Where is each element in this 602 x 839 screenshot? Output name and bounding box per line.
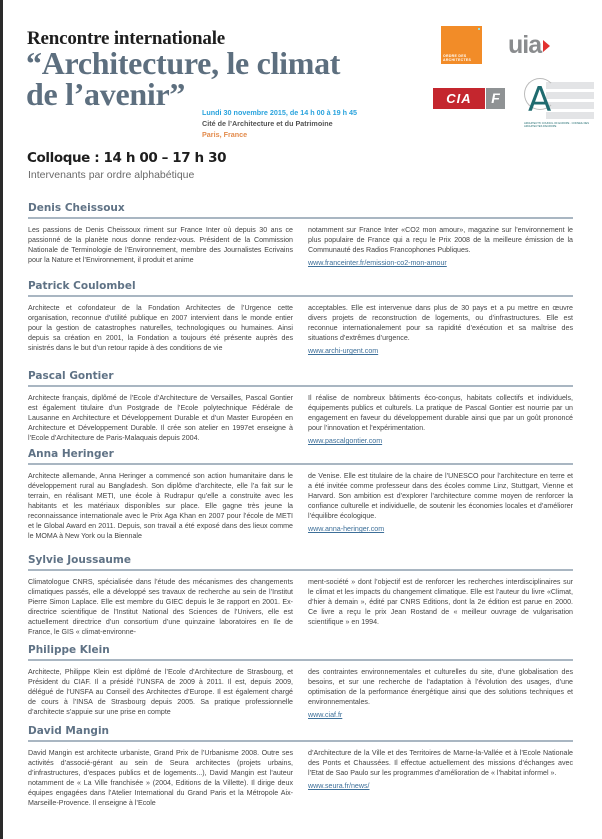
speaker-name: Anna Heringer — [28, 448, 114, 460]
ciaf-logo-left: CIA — [433, 88, 485, 109]
event-kicker: Rencontre internationale — [27, 28, 226, 49]
section-divider — [28, 295, 573, 297]
speaker-bio-left: Architecte allemande, Anna Heringer a commencé son action humanitaire dans le développement rural au Bangladesh. Son diplôme d’architecte, elle l’a fait sur le terrain, en réalisant METI, une école à Rudrapur qu’elle a construite avec les habitants et les matériaux disponibles sur place. Elle gagne très jeune la reconnaissance internationale avec le Prix Aga Khan en 2007 pour l’école de METI et le Global Award en 2011. Depuis, son travail a été exposé dans des lieux comme le MOMA à New York ou la Biennale — [28, 472, 293, 540]
speaker-bio-left: Climatologue CNRS, spécialisée dans l’étude des mécanismes des changements climatiques passés, elle a développé ses travaux de recherche au sein de l’Institut Pierre Simon Laplace. Elle est membre du GIEC depuis le 3e rapport en 2001. Ex-directrice scientifique de l’Institut National des Sciences de l’Univers, elle est actuellement directrice d’un consortium d’une quinzaine laboratoires en Ile de France, le GIS « climat-environne- — [28, 578, 293, 636]
event-date: Lundi 30 novembre 2015, de 14 h 00 à 19 h 45 — [202, 108, 358, 117]
speaker-name: Pascal Gontier — [28, 370, 114, 382]
speaker-link[interactable]: www.pascalgontier.com — [308, 437, 383, 445]
speaker-section — [28, 447, 573, 541]
speaker-bio-right: Il réalise de nombreux bâtiments éco-conçus, habitats collectifs et individuels, équipements publics et culturels. La pratique de Pascal Gontier est nourrie par un engagement en faveur du développement durable ainsi que par un goût prononcé pour l’innovation et l’expérimentation. www.pascalgontier.com — [308, 394, 573, 445]
logo-dot-icon — [478, 28, 480, 30]
speaker-link[interactable]: www.ciaf.fr — [308, 711, 343, 719]
speaker-name: Denis Cheissoux — [28, 202, 125, 214]
event-title: “Architecture, le climat de l’avenir” — [26, 45, 341, 112]
speaker-bio-left: Architecte français, diplômé de l’Ecole d’Architecture de Versailles, Pascal Gontier est également titulaire d’un Postgrade de l’Ecole polytechnique Fédérale de Lausanne en Architecture et Développement Durable et d’un Master Européen en Architecture et Développement Durable. Il crée son atelier en 1997et enseigne à l’Ecole d’Architecture de Paris-Malaquais depuis 2004. — [28, 394, 293, 442]
uia-logo — [508, 31, 550, 60]
speaker-bio-left: Les passions de Denis Cheissoux riment sur France Inter où depuis 30 ans ce passionné de la planète nous donne rendez-vous. Président de la Commission Nationale de Terminologie de l’Environnement, membre des Journalistes Ecrivains pour la Nature et l’Environnement, il produit et anime — [28, 226, 293, 264]
speaker-section — [28, 643, 573, 720]
event-city: Paris, France — [202, 130, 248, 139]
event-venue: Cité de l’Architecture et du Patrimoine — [202, 119, 333, 128]
uia-logo-text: uia — [508, 31, 542, 59]
speaker-section — [28, 279, 573, 356]
speaker-name: Patrick Coulombel — [28, 280, 136, 292]
speaker-bio-right: notamment sur France Inter «CO2 mon amour», magazine sur l’environnement le plus populaire de France qui a reçu le Prix 2008 de la meilleure émission de la Communauté des Radios Francophones Publiques. www.franceinter.fr/emission-co2-mon-amour — [308, 226, 573, 267]
uia-arrow-icon — [543, 40, 550, 52]
speaker-name: David Mangin — [28, 725, 110, 737]
speaker-bio-left: David Mangin est architecte urbaniste, Grand Prix de l’Urbanisme 2008. Outre ses activités d’associé-gérant au sein de Seura architectes (projets urbains, d’infrastructures, d’espaces publics et de logements...), David Mangin est l’auteur notamment de « La Ville franchisée » (2004, Editions de la Villette). Il dirige deux équipes engagées dans l’Atelier International du Grand Paris et la Métropole Aix-Marseille-Provence. Il enseigne à l’Ecole — [28, 749, 293, 807]
speaker-link[interactable]: www.seura.fr/news/ — [308, 782, 370, 790]
section-divider — [28, 463, 573, 465]
speaker-bio-left: Architecte et cofondateur de la Fondation Architectes de l’Urgence cette organisation, reconnue d’utilité publique en 2007 intervient dans le monde entier pour la gestion de catastrophes naturelles, technologiques ou humaines. Ainsi depuis sa création en 2001, la Fondation a toujours été présente auprès des sinistrés dans le but d’un retour rapide à des conditions de vie — [28, 304, 293, 352]
speaker-bio-right: des contraintes environnementales et culturelles du site, d’une globalisation des besoins, et sur une recherche de l’adaptation à l’évolution des usages, d’une optimisation de la performance énergétique ainsi que des solutions techniques et environnementales. www.ciaf.fr — [308, 668, 573, 719]
ace-logo — [522, 78, 594, 130]
event-info — [202, 107, 357, 140]
section-divider — [28, 385, 573, 387]
ordre-logo-text: ORDRE DES ARCHITECTES — [443, 54, 472, 62]
speaker-link[interactable]: www.archi-urgent.com — [308, 347, 379, 355]
section-divider — [28, 217, 573, 219]
colloque-heading: Colloque : 14 h 00 – 17 h 30 — [27, 150, 227, 166]
speaker-bio-left: Architecte, Philippe Klein est diplômé de l’Ecole d’Architecture de Strasbourg, et Président du CIAF. Il a présidé l’UNSFA de 2009 à 2011. Il est, depuis 2009, délégué de l’UNSFA au Conseil des Architectes d’Europe. Il est également chargé de cours à l’INSA de Strasbourg depuis 2005. Sa pratique professionnelle d’architecte s’appuie sur une prise en compte — [28, 668, 293, 716]
speaker-section — [28, 369, 573, 446]
speaker-bio-right: ment-société » dont l’objectif est de renforcer les recherches interdisciplinaires sur le climat et les impacts du changement climatique. Elle est l’auteur du livre «Climat, d’hier à demain », édité par CNRS Editions, dont la 2e édition est parue en 2000. Ce livre a reçu le prix Jean Rostand de « meilleur ouvrage de vulgarisation scientifique » en 1994. — [308, 578, 573, 626]
speaker-bio-right: d’Architecture de la Ville et des Territoires de Marne-la-Vallée et à l’Ecole Nationale des Ponts et Chaussées. Il effectue actuellement des missions d’échanges avec l’Etat de Sao Paulo sur les programmes d’amélioration de « l’habitat informel ». www.seura.fr/news/ — [308, 749, 573, 790]
page-left-edge — [0, 0, 3, 839]
speakers-subtitle: Intervenants par ordre alphabétique — [28, 169, 195, 181]
speaker-link[interactable]: www.franceinter.fr/emission-co2-mon-amour — [308, 259, 447, 267]
section-divider — [28, 569, 573, 571]
speaker-link[interactable]: www.anna-heringer.com — [308, 525, 385, 533]
ace-logo-caption: ARCHITECTS' COUNCIL OF EUROPE · CONSEIL DES ARCHITECTES D'EUROPE — [524, 122, 590, 128]
ace-logo-letter: A — [528, 80, 552, 120]
ciaf-logo-right: F — [486, 88, 505, 109]
ordre-des-architectes-logo — [441, 26, 482, 64]
speaker-section — [28, 201, 573, 268]
speaker-section — [28, 553, 573, 637]
speaker-bio-right: de Venise. Elle est titulaire de la chaire de l’UNESCO pour l’architecture en terre et a été invitée comme professeur dans des écoles comme Linz, Stuttgart, Vienne et Harvard. Son ambition est d’explorer l’architecture comme moyen de renforcer la confiance culturelle et individuelle, de soutenir les économies locales et d’améliorer l’équilibre écologique. www.anna-heringer.com — [308, 472, 573, 533]
speaker-name: Philippe Klein — [28, 644, 110, 656]
speaker-section — [28, 724, 573, 808]
section-divider — [28, 740, 573, 742]
section-divider — [28, 659, 573, 661]
ciaf-logo — [433, 88, 505, 109]
speaker-bio-right: acceptables. Elle est intervenue dans plus de 30 pays et a pu mettre en œuvre divers projets de reconstruction de logements, ou d’infrastructures. Elle est reconnue internationalement pour sa rapidité d’exécution et sa maîtrise des situations d’extrêmes d’urgence. www.archi-urgent.com — [308, 304, 573, 355]
speaker-name: Sylvie Joussaume — [28, 554, 131, 566]
